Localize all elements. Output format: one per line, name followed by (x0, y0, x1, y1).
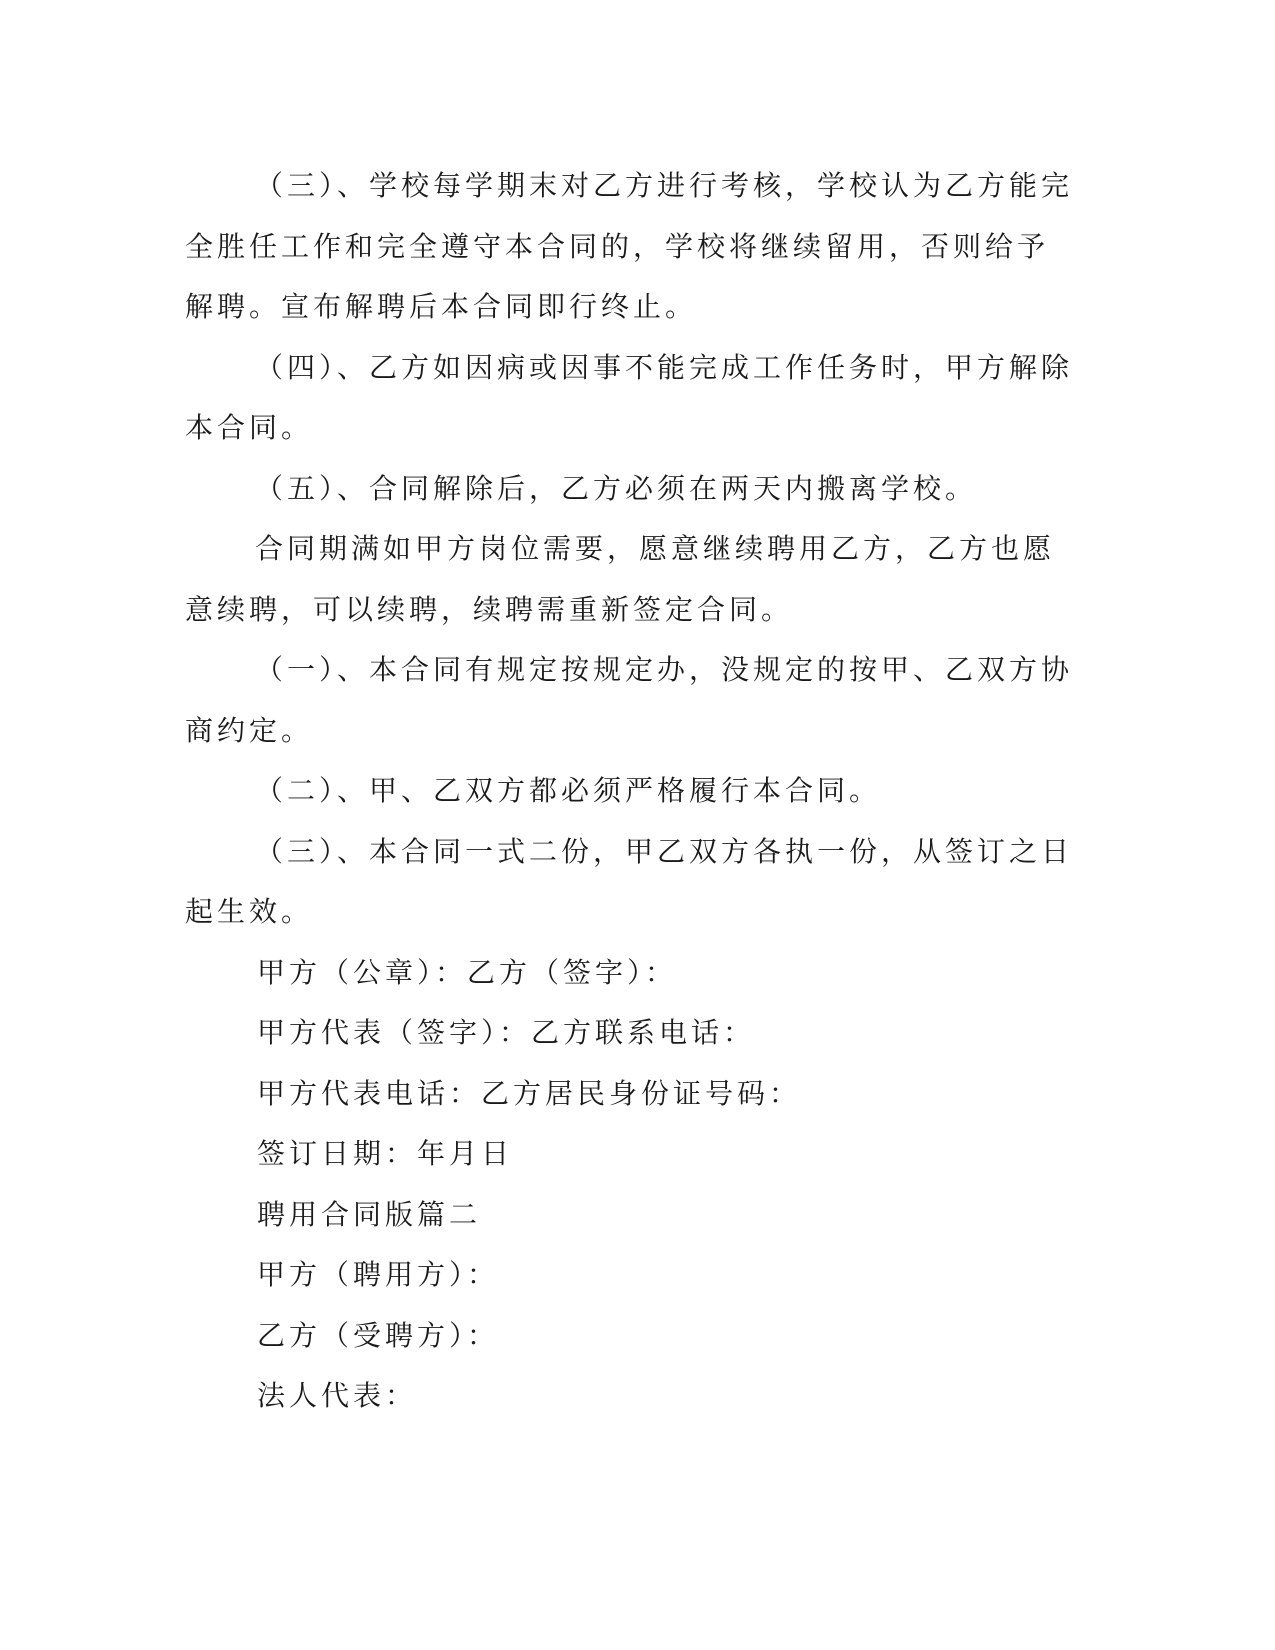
party-line-employee: 乙方（受聘方）： (257, 1318, 500, 1352)
section-title: 聘用合同版篇二 (257, 1197, 482, 1231)
clause-five-move-out: （五）、合同解除后，乙方必须在两天内搬离学校。 (255, 471, 978, 505)
clause-three-copies: （三）、本合同一式二份，甲乙双方各执一份，从签订之日起生效。 (185, 834, 1074, 928)
clause-two-obligations: （二）、甲、乙双方都必须严格履行本合同。 (255, 774, 882, 807)
party-line-legal-rep: 法人代表： (257, 1379, 418, 1412)
renewal-paragraph: 合同期满如甲方岗位需要，愿意继续聘用乙方，乙方也愿意续聘，可以续聘，续聘需重新签定合同。 (185, 532, 1056, 626)
clause-four-termination: （四）、乙方如因病或因事不能完成工作任务时，甲方解除本合同。 (185, 350, 1074, 444)
signature-line-seal: 甲方（公章）：乙方（签字）： (257, 955, 678, 989)
document-body (185, 156, 1075, 1427)
signature-line-date: 签订日期：年月日 (257, 1137, 514, 1170)
signature-line-phone-id: 甲方代表电话：乙方居民身份证号码： (257, 1076, 802, 1110)
party-line-employer: 甲方（聘用方）： (257, 1258, 500, 1291)
signature-line-representative: 甲方代表（签字）：乙方联系电话： (257, 1016, 756, 1049)
clause-three-assessment: （三）、学校每学期末对乙方进行考核，学校认为乙方能完全胜任工作和完全遵守本合同的，学校将继续留用，否则给予解聘。宣布解聘后本合同即行终止。 (185, 169, 1074, 323)
clause-one-rules: （一）、本合同有规定按规定办，没规定的按甲、乙双方协商约定。 (185, 653, 1074, 747)
